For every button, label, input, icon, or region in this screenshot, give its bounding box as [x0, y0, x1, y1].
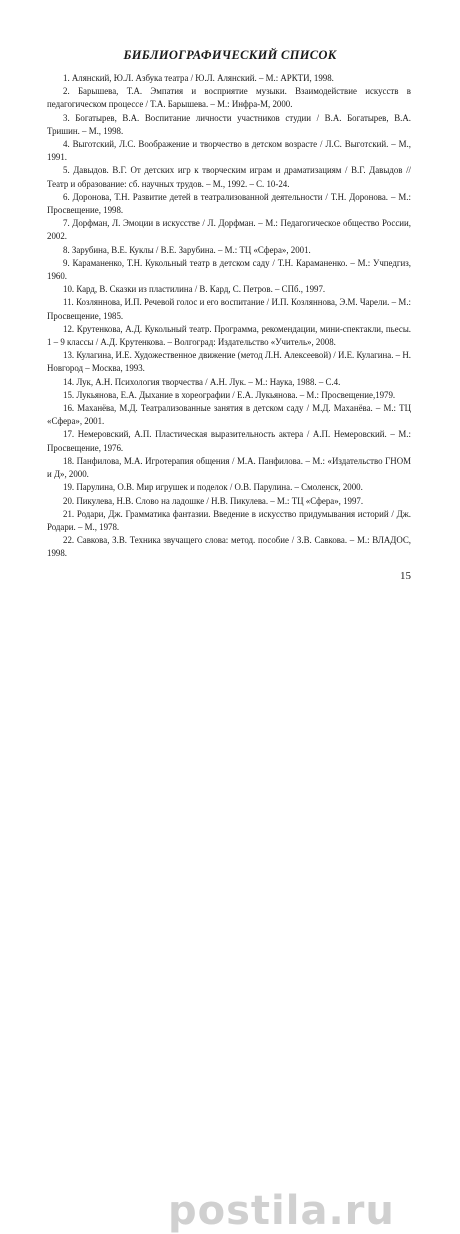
footer-area: [0, 590, 460, 1234]
reference-item: 10. Кард, В. Сказки из пластилина / В. Кард, С. Петров. – СПб., 1997.: [63, 284, 326, 295]
reference-item: 5. Давыдов. В.Г. От детских игр к творческим играм и драматизациям / В.Г. Давыдов // Театр и образование: сб. научных трудов. – М., 1992. – С. 10-24.: [47, 165, 411, 189]
reference-item: 12. Крутенкова, А.Д. Кукольный театр. Программа, рекомендации, мини-спектакли, пьесы. 1 – 9 классы / А.Д. Крутенкова. – Волгоград: Издательство «Учитель», 2008.: [47, 323, 411, 348]
reference-item: 17. Немеровский, А.П. Пластическая выразительность актера / А.П. Немеровский. – М.: Просвещение, 1976.: [47, 429, 411, 453]
reference-item: 19. Парулина, О.В. Мир игрушек и поделок / О.В. Парулина. – Смоленск, 2000.: [63, 482, 363, 493]
reference-item: 2. Барышева, Т.А. Эмпатия и восприятие музыки. Взаимодействие искусств в педагогическом процессе / Т.А. Барышева. – М.: Инфра-М, 2000.: [47, 86, 411, 110]
reference-item: 18. Панфилова, М.А. Игротерапия общения / М.А. Панфилова. – М.: «Издательство ГНОМ и Д», 2000.: [47, 455, 411, 480]
bibliography-list: [47, 72, 411, 561]
reference-item: 22. Савкова, З.В. Техника звучащего слова: метод. пособие / З.В. Савкова. – М.: ВЛАДОС, 1998.: [47, 535, 411, 559]
reference-item: 14. Лук, А.Н. Психология творчества / А.Н. Лук. – М.: Наука, 1988. – С.4.: [63, 376, 341, 387]
reference-item: 16. Маханёва, М.Д. Театрализованные занятия в детском саду / М.Д. Маханёва. – М.: ТЦ «Сфера», 2001.: [47, 403, 411, 427]
reference-item: 8. Зарубина, В.Е. Куклы / В.Е. Зарубина. – М.: ТЦ «Сфера», 2001.: [63, 244, 311, 255]
page-number: 15: [400, 570, 411, 582]
reference-item: 11. Козляннова, И.П. Речевой голос и его воспитание / И.П. Козляннова, Э.М. Чарели. – М.: Просвещение, 1985.: [47, 297, 411, 321]
reference-item: 13. Кулагина, И.Е. Художественное движение (метод Л.Н. Алексеевой) / И.Е. Кулагина. – Н. Новгород – Москва, 1993.: [47, 350, 411, 374]
page-title: БИБЛИОГРАФИЧЕСКИЙ СПИСОК: [123, 48, 337, 62]
reference-item: 6. Доронова, Т.Н. Развитие детей в театрализованной деятельности / Т.Н. Доронова. – М.: Просвещение, 1998.: [47, 191, 411, 216]
reference-item: 20. Пикулева, Н.В. Слово на ладошке / Н.В. Пикулева. – М.: ТЦ «Сфера», 1997.: [63, 495, 364, 506]
watermark-logo: postila.ru: [168, 1188, 395, 1234]
reference-item: 9. Караманенко, Т.Н. Кукольный театр в детском саду / Т.Н. Караманенко. – М.: Учпедгиз, 1960.: [47, 257, 411, 282]
reference-item: 7. Дорфман, Л. Эмоции в искусстве / Л. Дорфман. – М.: Педагогическое общество России, 2002.: [47, 218, 411, 242]
reference-item: 3. Богатырев, В.А. Воспитание личности участников студии / В.А. Богатырев, В.А. Тришин. – М., 1998.: [47, 112, 411, 136]
reference-item: 21. Родари, Дж. Грамматика фантазии. Введение в искусство придумывания историй / Дж. Родари. – М., 1978.: [47, 508, 411, 532]
reference-item: 15. Лукьянова, Е.А. Дыхание в хореографии / Е.А. Лукьянова. – М.: Просвещение,1979.: [63, 389, 396, 400]
reference-item: 4. Выготский, Л.С. Воображение и творчество в детском возрасте / Л.С. Выготский. – М., 1991.: [47, 139, 411, 163]
reference-item: 1. Алянский, Ю.Л. Азбука театра / Ю.Л. Алянский. – М.: АРКТИ, 1998.: [63, 73, 334, 83]
